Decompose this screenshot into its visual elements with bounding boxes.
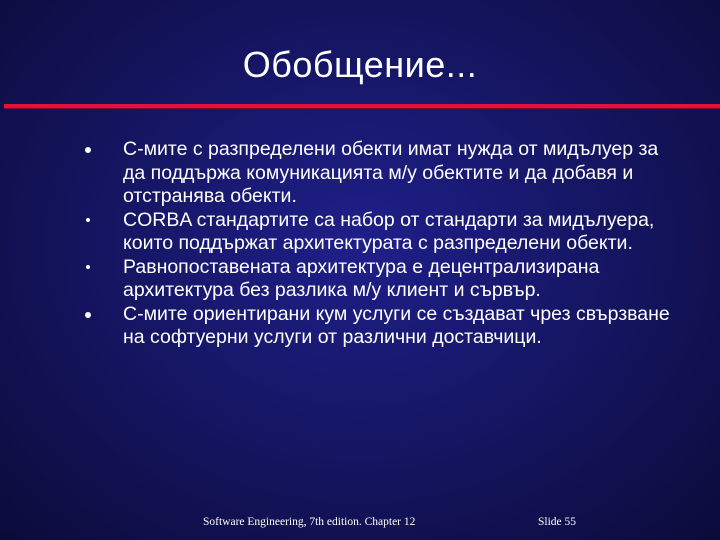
- bullet-item: [123, 209, 683, 256]
- bullet-dot-icon: [86, 265, 90, 269]
- title-underline-shadow: [4, 108, 720, 109]
- footer-slide-number: Slide 55: [538, 516, 577, 528]
- bullet-dot-icon: [86, 218, 90, 222]
- bullet-text: Равнопоставената архитектура е децентрализирана архитектура без разлика м/у клиент и сървър.: [123, 255, 600, 301]
- slide-title: Обобщение...: [242, 44, 478, 85]
- bullet-text: CORBA стандартите са набор от стандарти за мидълуера, които поддържат архитектурата с разпределени обекти.: [123, 208, 655, 254]
- bullet-text: С-мите с разпределени обекти имат нужда от мидълуер за да поддържа комуникацията м/у обектите и да добавя и отстранява обекти.: [123, 138, 659, 207]
- bullet-dot-icon: [85, 147, 91, 153]
- footer-course: Software Engineering, 7th edition. Chapter 12: [203, 516, 416, 528]
- bullet-list: [0, 138, 720, 350]
- bullet-item: [123, 303, 683, 350]
- bullet-item: [123, 256, 683, 303]
- bullet-dot-icon: [85, 312, 91, 318]
- bullet-text: С-мите ориентирани кум услуги се създават чрез свързване на софтуерни услуги от различни доставчици.: [123, 302, 670, 348]
- bullet-item: [123, 138, 683, 209]
